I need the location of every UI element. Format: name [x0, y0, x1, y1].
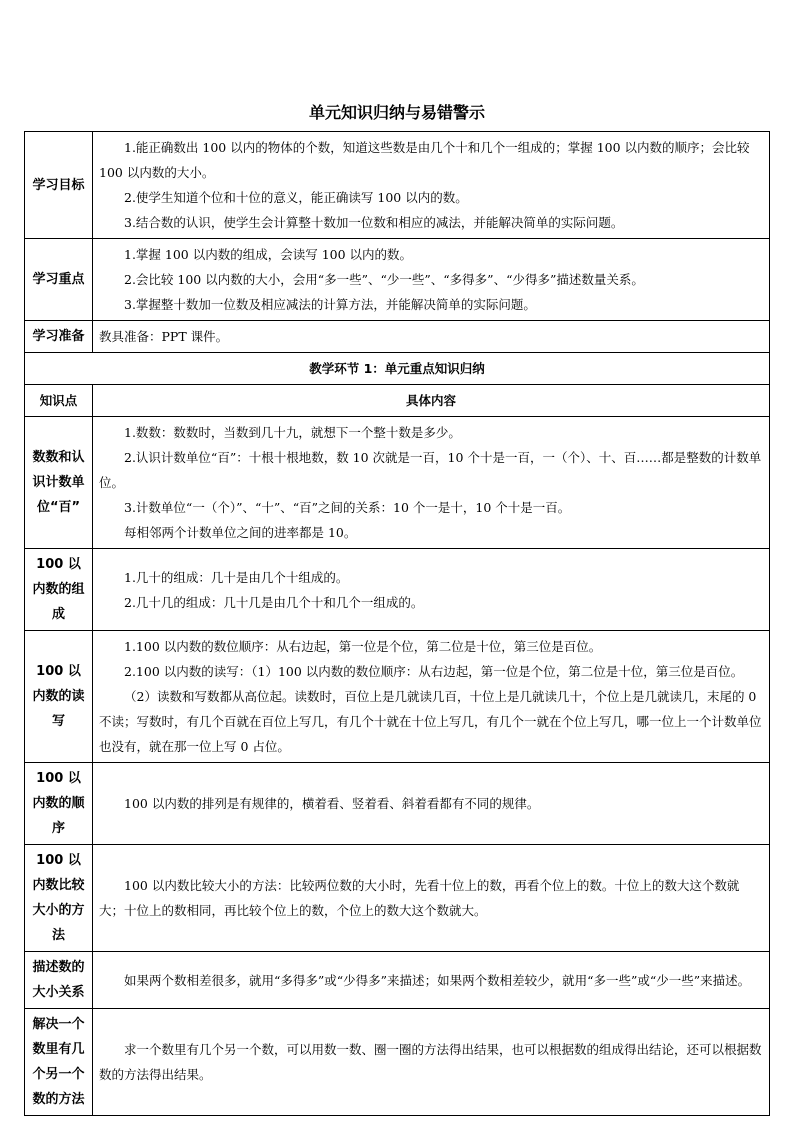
- row-content: [93, 763, 770, 845]
- text-line: 每相邻两个计数单位之间的进率都是 10。: [124, 525, 357, 540]
- text-line: 2.使学生知道个位和十位的意义，能正确读写 100 以内的数。: [124, 190, 468, 205]
- row-label: 数数和认识计数单位“百”: [25, 417, 93, 549]
- row-label: 解决一个数里有几个另一个数的方法: [25, 1009, 93, 1116]
- row-content: [93, 549, 770, 631]
- row-content: [93, 417, 770, 549]
- text-line: 求一个数里有几个另一个数，可以用数一数、圈一圈的方法得出结果，也可以根据数的组成得出结论，还可以根据数数的方法得出结果。: [99, 1042, 762, 1082]
- text-line: （2）读数和写数都从高位起。读数时，百位上是几就读几百，十位上是几就读几十，个位上是几就读几，末尾的 0 不读；写数时，有几个百就在百位上写几，有几个十就在十位上写几，有几个一就在个位上写几，哪一位上一个计数单位也没有，就在那一位上写 0 占位。: [99, 689, 762, 754]
- row-content: [93, 239, 770, 321]
- key-points-row: [25, 239, 770, 321]
- section-title: 教学环节 1：单元重点知识归纳: [25, 353, 770, 385]
- row-label: 学习重点: [25, 239, 93, 321]
- text-line: 3.计数单位“一（个）”、“十”、“百”之间的关系：10 个一是十，10 个十是一百。: [124, 500, 571, 515]
- objectives-row: [25, 132, 770, 239]
- knowledge-row: [25, 417, 770, 549]
- row-content: [93, 132, 770, 239]
- text-line: 2.会比较 100 以内数的大小，会用“多一些”、“少一些”、“多得多”、“少得多”描述数量关系。: [124, 272, 644, 287]
- knowledge-row: [25, 1009, 770, 1116]
- text-line: 1.掌握 100 以内数的组成，会读写 100 以内的数。: [124, 247, 413, 262]
- row-content: [93, 1009, 770, 1116]
- row-label: 100 以内数的读写: [25, 631, 93, 763]
- text-line: 1.100 以内数的数位顺序：从右边起，第一位是个位，第二位是十位，第三位是百位。: [124, 639, 602, 654]
- knowledge-row: [25, 631, 770, 763]
- preparation-row: [25, 321, 770, 353]
- text-line: 1.能正确数出 100 以内的物体的个数，知道这些数是由几个十和几个一组成的；掌握 100 以内数的顺序；会比较 100 以内数的大小。: [99, 140, 750, 180]
- page-title: 单元知识归纳与易错警示: [308, 103, 485, 122]
- column-header-row: [25, 385, 770, 417]
- column-header-point: 知识点: [25, 385, 93, 417]
- text-line: 2.几十几的组成：几十几是由几个十和几个一组成的。: [124, 594, 424, 610]
- text-line: 2.100 以内数的读写：（1）100 以内数的数位顺序：从右边起，第一位是个位，第二位是十位，第三位是百位。: [124, 664, 744, 679]
- row-content: [93, 321, 770, 353]
- row-label: 描述数的大小关系: [25, 952, 93, 1009]
- text-line: 1.几十的组成：几十是由几个十组成的。: [124, 569, 349, 585]
- row-content: [93, 631, 770, 763]
- lesson-table: [24, 131, 770, 1116]
- text-line: 100 以内数的排列是有规律的，横着看、竖着看、斜着看都有不同的规律。: [124, 796, 540, 811]
- knowledge-row: [25, 952, 770, 1009]
- column-header-content: 具体内容: [93, 385, 770, 417]
- text-line: 3.结合数的认识，使学生会计算整十数加一位数和相应的减法，并能解决简单的实际问题。: [124, 215, 624, 230]
- text-line: 1.数数：数数时，当数到几十九，就想下一个整十数是多少。: [124, 425, 461, 440]
- text-line: 100 以内数比较大小的方法：比较两位数的大小时，先看十位上的数，再看个位上的数。十位上的数大这个数就大；十位上的数相同，再比较个位上的数，个位上的数大这个数就大。: [99, 878, 740, 918]
- row-label: 100 以内数的顺序: [25, 763, 93, 845]
- row-content: [93, 845, 770, 952]
- row-label: 学习目标: [25, 132, 93, 239]
- text-line: 教具准备：PPT 课件。: [99, 329, 229, 344]
- section-title-row: [25, 353, 770, 385]
- row-label: 学习准备: [25, 321, 93, 353]
- row-label: 100 以内数的组成: [25, 549, 93, 631]
- knowledge-row: [25, 763, 770, 845]
- row-content: [93, 952, 770, 1009]
- row-label: 100 以内数比较大小的方法: [25, 845, 93, 952]
- text-line: 2.认识计数单位“百”：十根十根地数，数 10 次就是一百，10 个十是一百，一（个）、十、百……都是整数的计数单位。: [99, 450, 762, 490]
- knowledge-row: [25, 845, 770, 952]
- text-line: 如果两个数相差很多，就用“多得多”或“少得多”来描述；如果两个数相差较少，就用“多一些”或“少一些”来描述。: [124, 972, 751, 988]
- text-line: 3.掌握整十数加一位数及相应减法的计算方法，并能解决简单的实际问题。: [124, 297, 536, 312]
- knowledge-row: [25, 549, 770, 631]
